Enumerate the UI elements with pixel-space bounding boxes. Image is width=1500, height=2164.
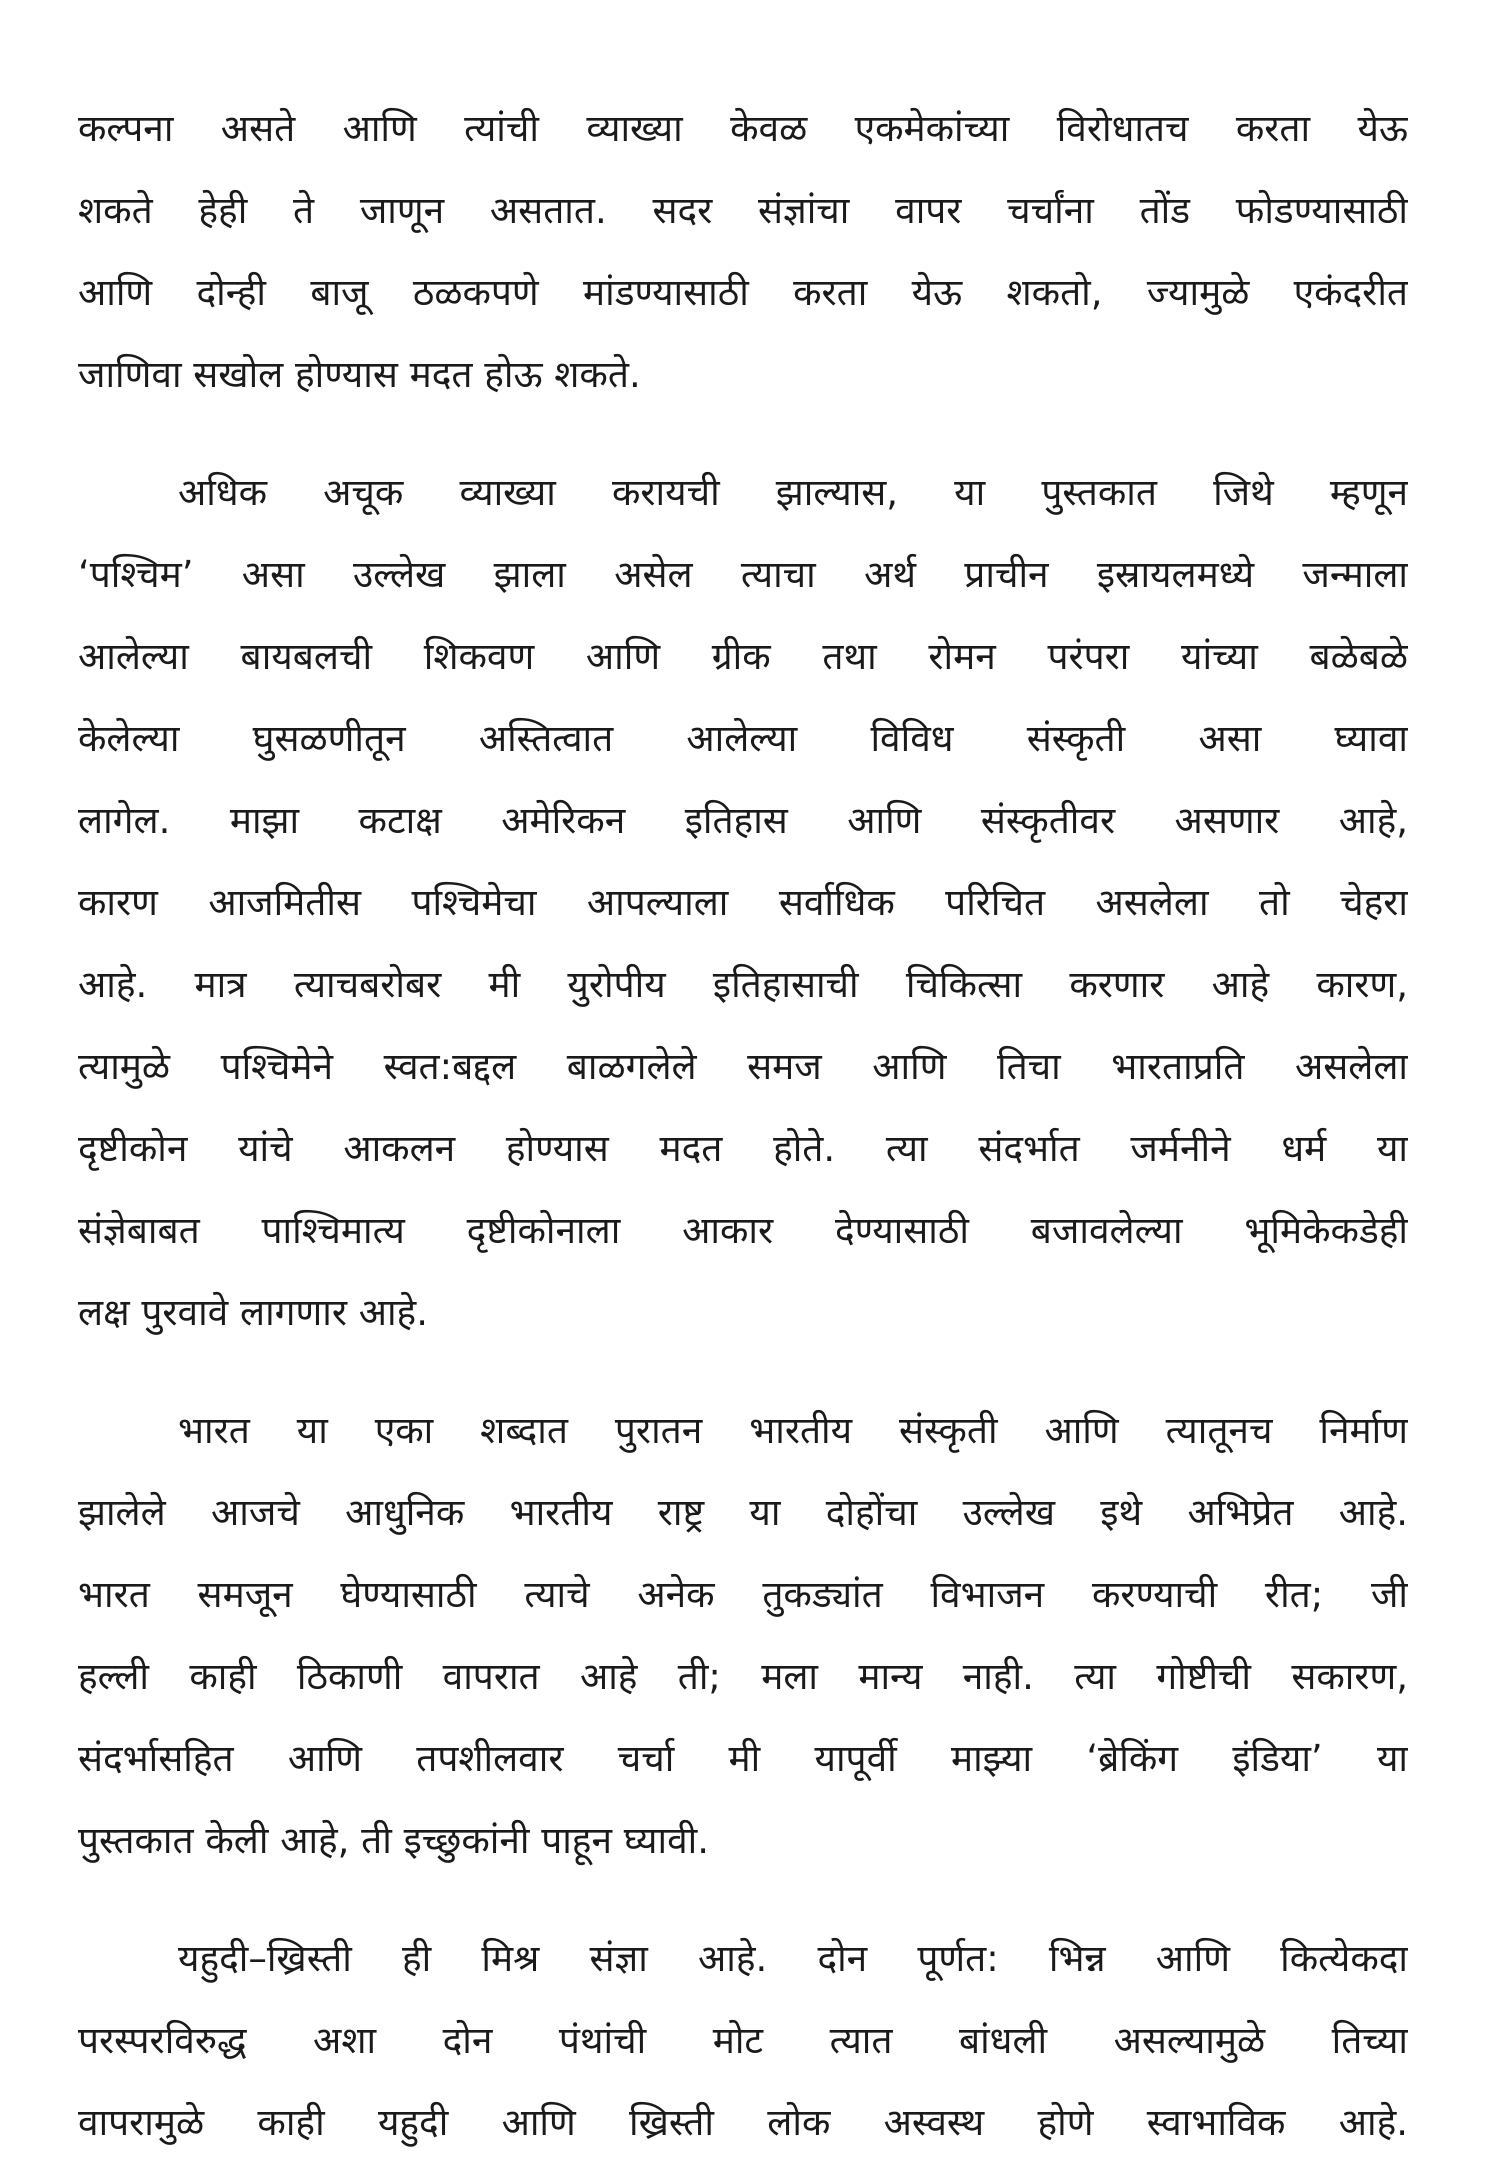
paragraph-4 bbox=[78, 1918, 1408, 2164]
text-line: जाणिवा सखोल होण्यास मदत होऊ शकते. bbox=[78, 353, 641, 396]
text-line: त्यामुळे पश्चिमेने स्वत:बद्दल बाळगलेले समज आणि तिचा भारताप्रति असलेला bbox=[78, 1045, 1408, 1088]
document-page bbox=[78, 88, 1408, 2164]
text-line: आणि दोन्ही बाजू ठळकपणे मांडण्यासाठी करता येऊ शकतो, ज्यामुळे एकंदरीत bbox=[78, 271, 1408, 314]
text-line: शकते हेही ते जाणून असतात. सदर संज्ञांचा वापर चर्चांना तोंड फोडण्यासाठी bbox=[78, 189, 1408, 232]
text-line: झालेले आजचे आधुनिक भारतीय राष्ट्र या दोहोंचा उल्लेख इथे अभिप्रेत आहे. bbox=[78, 1491, 1408, 1534]
text-line: आलेल्या बायबलची शिकवण आणि ग्रीक तथा रोमन परंपरा यांच्या बळेबळे bbox=[78, 635, 1408, 678]
text-line: संज्ञेबाबत पाश्चिमात्य दृष्टीकोनाला आकार देण्यासाठी बजावलेल्या भूमिकेकडेही bbox=[78, 1209, 1408, 1252]
text-line: लक्ष पुरवावे लागणार आहे. bbox=[78, 1291, 428, 1334]
text-line: परस्परविरुद्ध अशा दोन पंथांची मोट त्यात बांधली असल्यामुळे तिच्या bbox=[78, 2019, 1408, 2062]
text-line: दृष्टीकोन यांचे आकलन होण्यास मदत होते. त्या संदर्भात जर्मनीने धर्म या bbox=[78, 1127, 1408, 1170]
text-line: वापरामुळे काही यहुदी आणि ख्रिस्ती लोक अस्वस्थ होणे स्वाभाविक आहे. bbox=[78, 2101, 1408, 2144]
text-line: हल्ली काही ठिकाणी वापरात आहे ती; मला मान्य नाही. त्या गोष्टीची सकारण, bbox=[78, 1655, 1408, 1698]
paragraph-1 bbox=[78, 88, 1408, 416]
text-line: पुस्तकात केली आहे, ती इच्छुकांनी पाहून घ्यावी. bbox=[78, 1819, 709, 1862]
text-line: अधिक अचूक व्याख्या करायची झाल्यास, या पुस्तकात जिथे म्हणून bbox=[178, 471, 1408, 514]
text-line: कारण आजमितीस पश्चिमेचा आपल्याला सर्वाधिक परिचित असलेला तो चेहरा bbox=[78, 881, 1408, 924]
text-line: यहुदी–ख्रिस्ती ही मिश्र संज्ञा आहे. दोन पूर्णत: भिन्न आणि कित्येकदा bbox=[178, 1937, 1408, 1980]
text-line: केलेल्या घुसळणीतून अस्तित्वात आलेल्या विविध संस्कृती असा घ्यावा bbox=[78, 717, 1408, 760]
text-line: भारत समजून घेण्यासाठी त्याचे अनेक तुकड्यांत विभाजन करण्याची रीत; जी bbox=[78, 1573, 1408, 1616]
text-line: आहे. मात्र त्याचबरोबर मी युरोपीय इतिहासाची चिकित्सा करणार आहे कारण, bbox=[78, 963, 1408, 1006]
text-line: लागेल. माझा कटाक्ष अमेरिकन इतिहास आणि संस्कृतीवर असणार आहे, bbox=[78, 799, 1408, 842]
text-line: कल्पना असते आणि त्यांची व्याख्या केवळ एकमेकांच्या विरोधातच करता येऊ bbox=[78, 107, 1408, 150]
paragraph-3 bbox=[78, 1390, 1408, 1882]
text-line: भारत या एका शब्दात पुरातन भारतीय संस्कृती आणि त्यातूनच निर्माण bbox=[178, 1409, 1408, 1452]
text-line: ‘पश्चिम’ असा उल्लेख झाला असेल त्याचा अर्थ प्राचीन इस्रायलमध्ये जन्माला bbox=[78, 553, 1408, 596]
paragraph-2 bbox=[78, 452, 1408, 1354]
text-line: संदर्भासहित आणि तपशीलवार चर्चा मी यापूर्वी माझ्या ‘ब्रेकिंग इंडिया’ या bbox=[78, 1737, 1408, 1780]
